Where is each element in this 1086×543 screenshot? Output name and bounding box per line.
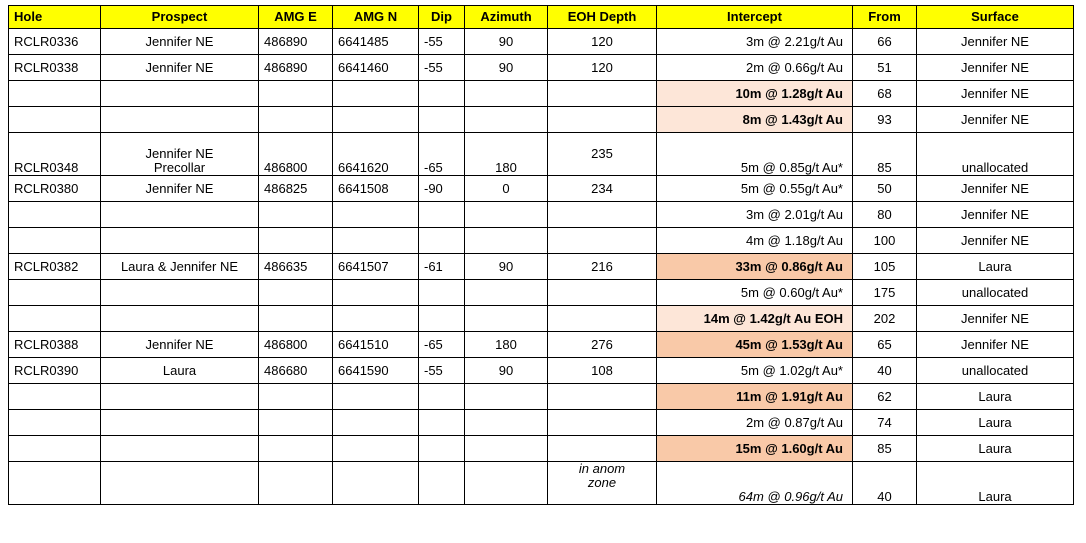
table-header — [9, 6, 1074, 29]
cell-dip — [419, 384, 465, 410]
cell-prospect: Jennifer NE — [101, 176, 259, 202]
cell-amg-e: 486890 — [259, 29, 333, 55]
table-row — [9, 410, 1074, 436]
cell-surface: unallocated — [917, 358, 1074, 384]
cell-surface: Jennifer NE — [917, 176, 1074, 202]
cell-eoh-depth — [548, 107, 657, 133]
cell-eoh-depth: 234 — [548, 176, 657, 202]
cell-eoh-depth — [548, 280, 657, 306]
cell-intercept: 4m @ 1.18g/t Au — [657, 228, 853, 254]
table-row — [9, 436, 1074, 462]
cell-prospect: Laura — [101, 358, 259, 384]
header-eoh-depth: EOH Depth — [548, 6, 657, 29]
cell-from: 100 — [853, 228, 917, 254]
cell-amg-e — [259, 107, 333, 133]
cell-azimuth — [465, 306, 548, 332]
cell-azimuth — [465, 228, 548, 254]
cell-eoh-depth: 108 — [548, 358, 657, 384]
cell-amg-e — [259, 384, 333, 410]
cell-azimuth: 180 — [465, 133, 548, 176]
table-row — [9, 81, 1074, 107]
cell-prospect: Laura & Jennifer NE — [101, 254, 259, 280]
cell-dip: -61 — [419, 254, 465, 280]
cell-surface: unallocated — [917, 133, 1074, 176]
cell-amg-e: 486800 — [259, 133, 333, 176]
cell-hole — [9, 306, 101, 332]
cell-hole — [9, 436, 101, 462]
cell-eoh-depth — [548, 228, 657, 254]
cell-azimuth — [465, 384, 548, 410]
cell-eoh-depth — [548, 202, 657, 228]
table-row — [9, 462, 1074, 505]
cell-surface: Laura — [917, 436, 1074, 462]
cell-dip: -55 — [419, 55, 465, 81]
cell-azimuth: 90 — [465, 29, 548, 55]
table-row — [9, 384, 1074, 410]
cell-eoh-depth: 276 — [548, 332, 657, 358]
cell-amg-n — [333, 306, 419, 332]
cell-eoh-depth — [548, 384, 657, 410]
cell-azimuth — [465, 81, 548, 107]
cell-amg-e — [259, 462, 333, 505]
cell-prospect: Jennifer NE — [101, 29, 259, 55]
cell-prospect: Jennifer NE Precollar — [101, 133, 259, 176]
cell-eoh-depth: 216 — [548, 254, 657, 280]
cell-amg-n: 6641590 — [333, 358, 419, 384]
cell-from: 105 — [853, 254, 917, 280]
cell-hole: RCLR0338 — [9, 55, 101, 81]
cell-amg-n — [333, 107, 419, 133]
cell-surface: unallocated — [917, 280, 1074, 306]
cell-prospect — [101, 107, 259, 133]
cell-surface: Jennifer NE — [917, 29, 1074, 55]
cell-dip: -55 — [419, 29, 465, 55]
cell-intercept: 64m @ 0.96g/t Au — [657, 462, 853, 505]
cell-intercept: 5m @ 0.55g/t Au* — [657, 176, 853, 202]
cell-surface: Laura — [917, 462, 1074, 505]
cell-from: 202 — [853, 306, 917, 332]
cell-amg-e: 486825 — [259, 176, 333, 202]
cell-from: 93 — [853, 107, 917, 133]
cell-from: 85 — [853, 436, 917, 462]
cell-hole — [9, 280, 101, 306]
cell-from: 65 — [853, 332, 917, 358]
table-row — [9, 29, 1074, 55]
table-row — [9, 358, 1074, 384]
cell-dip: -90 — [419, 176, 465, 202]
cell-amg-e: 486635 — [259, 254, 333, 280]
cell-amg-e: 486890 — [259, 55, 333, 81]
cell-surface: Laura — [917, 254, 1074, 280]
cell-eoh-depth — [548, 436, 657, 462]
cell-amg-n: 6641460 — [333, 55, 419, 81]
header-row — [9, 6, 1074, 29]
cell-amg-e: 486680 — [259, 358, 333, 384]
cell-azimuth: 0 — [465, 176, 548, 202]
cell-hole: RCLR0382 — [9, 254, 101, 280]
cell-dip — [419, 280, 465, 306]
cell-dip: -55 — [419, 358, 465, 384]
cell-prospect: Jennifer NE — [101, 55, 259, 81]
cell-from: 62 — [853, 384, 917, 410]
cell-amg-n: 6641507 — [333, 254, 419, 280]
cell-amg-n — [333, 436, 419, 462]
cell-intercept: 10m @ 1.28g/t Au — [657, 81, 853, 107]
table-row — [9, 306, 1074, 332]
cell-eoh-depth — [548, 81, 657, 107]
cell-intercept: 11m @ 1.91g/t Au — [657, 384, 853, 410]
cell-azimuth: 90 — [465, 358, 548, 384]
cell-surface: Jennifer NE — [917, 228, 1074, 254]
cell-from: 175 — [853, 280, 917, 306]
cell-intercept: 15m @ 1.60g/t Au — [657, 436, 853, 462]
cell-intercept: 14m @ 1.42g/t Au EOH — [657, 306, 853, 332]
header-intercept: Intercept — [657, 6, 853, 29]
cell-amg-e — [259, 410, 333, 436]
cell-eoh-depth: 120 — [548, 29, 657, 55]
cell-from: 50 — [853, 176, 917, 202]
cell-dip — [419, 462, 465, 505]
cell-amg-e — [259, 306, 333, 332]
cell-hole — [9, 410, 101, 436]
table-row — [9, 202, 1074, 228]
cell-eoh-depth: 235 — [548, 133, 657, 176]
cell-surface: Jennifer NE — [917, 332, 1074, 358]
cell-eoh-depth: 120 — [548, 55, 657, 81]
cell-hole: RCLR0388 — [9, 332, 101, 358]
cell-azimuth — [465, 410, 548, 436]
header-hole: Hole — [9, 6, 101, 29]
cell-from: 74 — [853, 410, 917, 436]
cell-surface: Jennifer NE — [917, 202, 1074, 228]
cell-amg-n — [333, 384, 419, 410]
cell-eoh-depth — [548, 410, 657, 436]
table-row — [9, 332, 1074, 358]
cell-prospect: Jennifer NE — [101, 332, 259, 358]
cell-hole — [9, 81, 101, 107]
cell-prospect — [101, 462, 259, 505]
drill-results-table-wrapper — [8, 5, 1074, 505]
cell-hole: RCLR0380 — [9, 176, 101, 202]
cell-amg-n: 6641510 — [333, 332, 419, 358]
cell-intercept: 5m @ 0.85g/t Au* — [657, 133, 853, 176]
cell-prospect — [101, 384, 259, 410]
cell-amg-e — [259, 280, 333, 306]
table-row — [9, 55, 1074, 81]
cell-dip: -65 — [419, 133, 465, 176]
cell-dip — [419, 202, 465, 228]
cell-dip — [419, 436, 465, 462]
cell-hole: RCLR0390 — [9, 358, 101, 384]
table-row — [9, 280, 1074, 306]
cell-prospect — [101, 436, 259, 462]
cell-surface: Jennifer NE — [917, 55, 1074, 81]
cell-from: 85 — [853, 133, 917, 176]
header-amg-n: AMG N — [333, 6, 419, 29]
cell-intercept: 2m @ 0.87g/t Au — [657, 410, 853, 436]
cell-amg-n — [333, 280, 419, 306]
table-row — [9, 176, 1074, 202]
cell-prospect — [101, 306, 259, 332]
cell-amg-n — [333, 410, 419, 436]
cell-prospect — [101, 410, 259, 436]
cell-dip — [419, 107, 465, 133]
cell-amg-e — [259, 228, 333, 254]
cell-from: 40 — [853, 358, 917, 384]
cell-eoh-depth — [548, 306, 657, 332]
cell-intercept: 5m @ 0.60g/t Au* — [657, 280, 853, 306]
cell-dip — [419, 410, 465, 436]
cell-intercept: 3m @ 2.01g/t Au — [657, 202, 853, 228]
header-from: From — [853, 6, 917, 29]
header-surface: Surface — [917, 6, 1074, 29]
cell-amg-n — [333, 228, 419, 254]
cell-from: 68 — [853, 81, 917, 107]
cell-dip — [419, 306, 465, 332]
cell-amg-n: 6641620 — [333, 133, 419, 176]
cell-hole: RCLR0348 — [9, 133, 101, 176]
header-azimuth: Azimuth — [465, 6, 548, 29]
cell-surface: Jennifer NE — [917, 306, 1074, 332]
cell-intercept: 8m @ 1.43g/t Au — [657, 107, 853, 133]
cell-hole — [9, 202, 101, 228]
cell-surface: Jennifer NE — [917, 81, 1074, 107]
table-body — [9, 29, 1074, 505]
cell-dip — [419, 228, 465, 254]
cell-azimuth: 90 — [465, 55, 548, 81]
cell-amg-e — [259, 202, 333, 228]
cell-from: 40 — [853, 462, 917, 505]
cell-intercept: 33m @ 0.86g/t Au — [657, 254, 853, 280]
cell-prospect — [101, 202, 259, 228]
cell-amg-n — [333, 81, 419, 107]
cell-azimuth — [465, 107, 548, 133]
table-row — [9, 228, 1074, 254]
cell-prospect — [101, 81, 259, 107]
table-row — [9, 133, 1074, 176]
cell-amg-n: 6641508 — [333, 176, 419, 202]
cell-prospect — [101, 228, 259, 254]
cell-intercept: 3m @ 2.21g/t Au — [657, 29, 853, 55]
cell-eoh-depth: in anom zone — [548, 462, 657, 505]
cell-intercept: 5m @ 1.02g/t Au* — [657, 358, 853, 384]
cell-amg-n: 6641485 — [333, 29, 419, 55]
cell-from: 51 — [853, 55, 917, 81]
cell-azimuth: 180 — [465, 332, 548, 358]
cell-azimuth — [465, 202, 548, 228]
cell-hole — [9, 228, 101, 254]
cell-surface: Jennifer NE — [917, 107, 1074, 133]
cell-amg-e — [259, 81, 333, 107]
cell-hole — [9, 462, 101, 505]
cell-from: 66 — [853, 29, 917, 55]
cell-azimuth — [465, 280, 548, 306]
cell-dip — [419, 81, 465, 107]
cell-amg-e: 486800 — [259, 332, 333, 358]
cell-surface: Laura — [917, 384, 1074, 410]
drill-results-table — [8, 5, 1074, 505]
header-dip: Dip — [419, 6, 465, 29]
cell-azimuth — [465, 462, 548, 505]
cell-dip: -65 — [419, 332, 465, 358]
cell-hole — [9, 384, 101, 410]
cell-prospect — [101, 280, 259, 306]
header-prospect: Prospect — [101, 6, 259, 29]
table-row — [9, 107, 1074, 133]
cell-from: 80 — [853, 202, 917, 228]
cell-amg-n — [333, 462, 419, 505]
cell-amg-n — [333, 202, 419, 228]
cell-azimuth: 90 — [465, 254, 548, 280]
cell-hole: RCLR0336 — [9, 29, 101, 55]
cell-surface: Laura — [917, 410, 1074, 436]
cell-intercept: 45m @ 1.53g/t Au — [657, 332, 853, 358]
cell-azimuth — [465, 436, 548, 462]
cell-intercept: 2m @ 0.66g/t Au — [657, 55, 853, 81]
cell-hole — [9, 107, 101, 133]
header-amg-e: AMG E — [259, 6, 333, 29]
table-row — [9, 254, 1074, 280]
cell-amg-e — [259, 436, 333, 462]
